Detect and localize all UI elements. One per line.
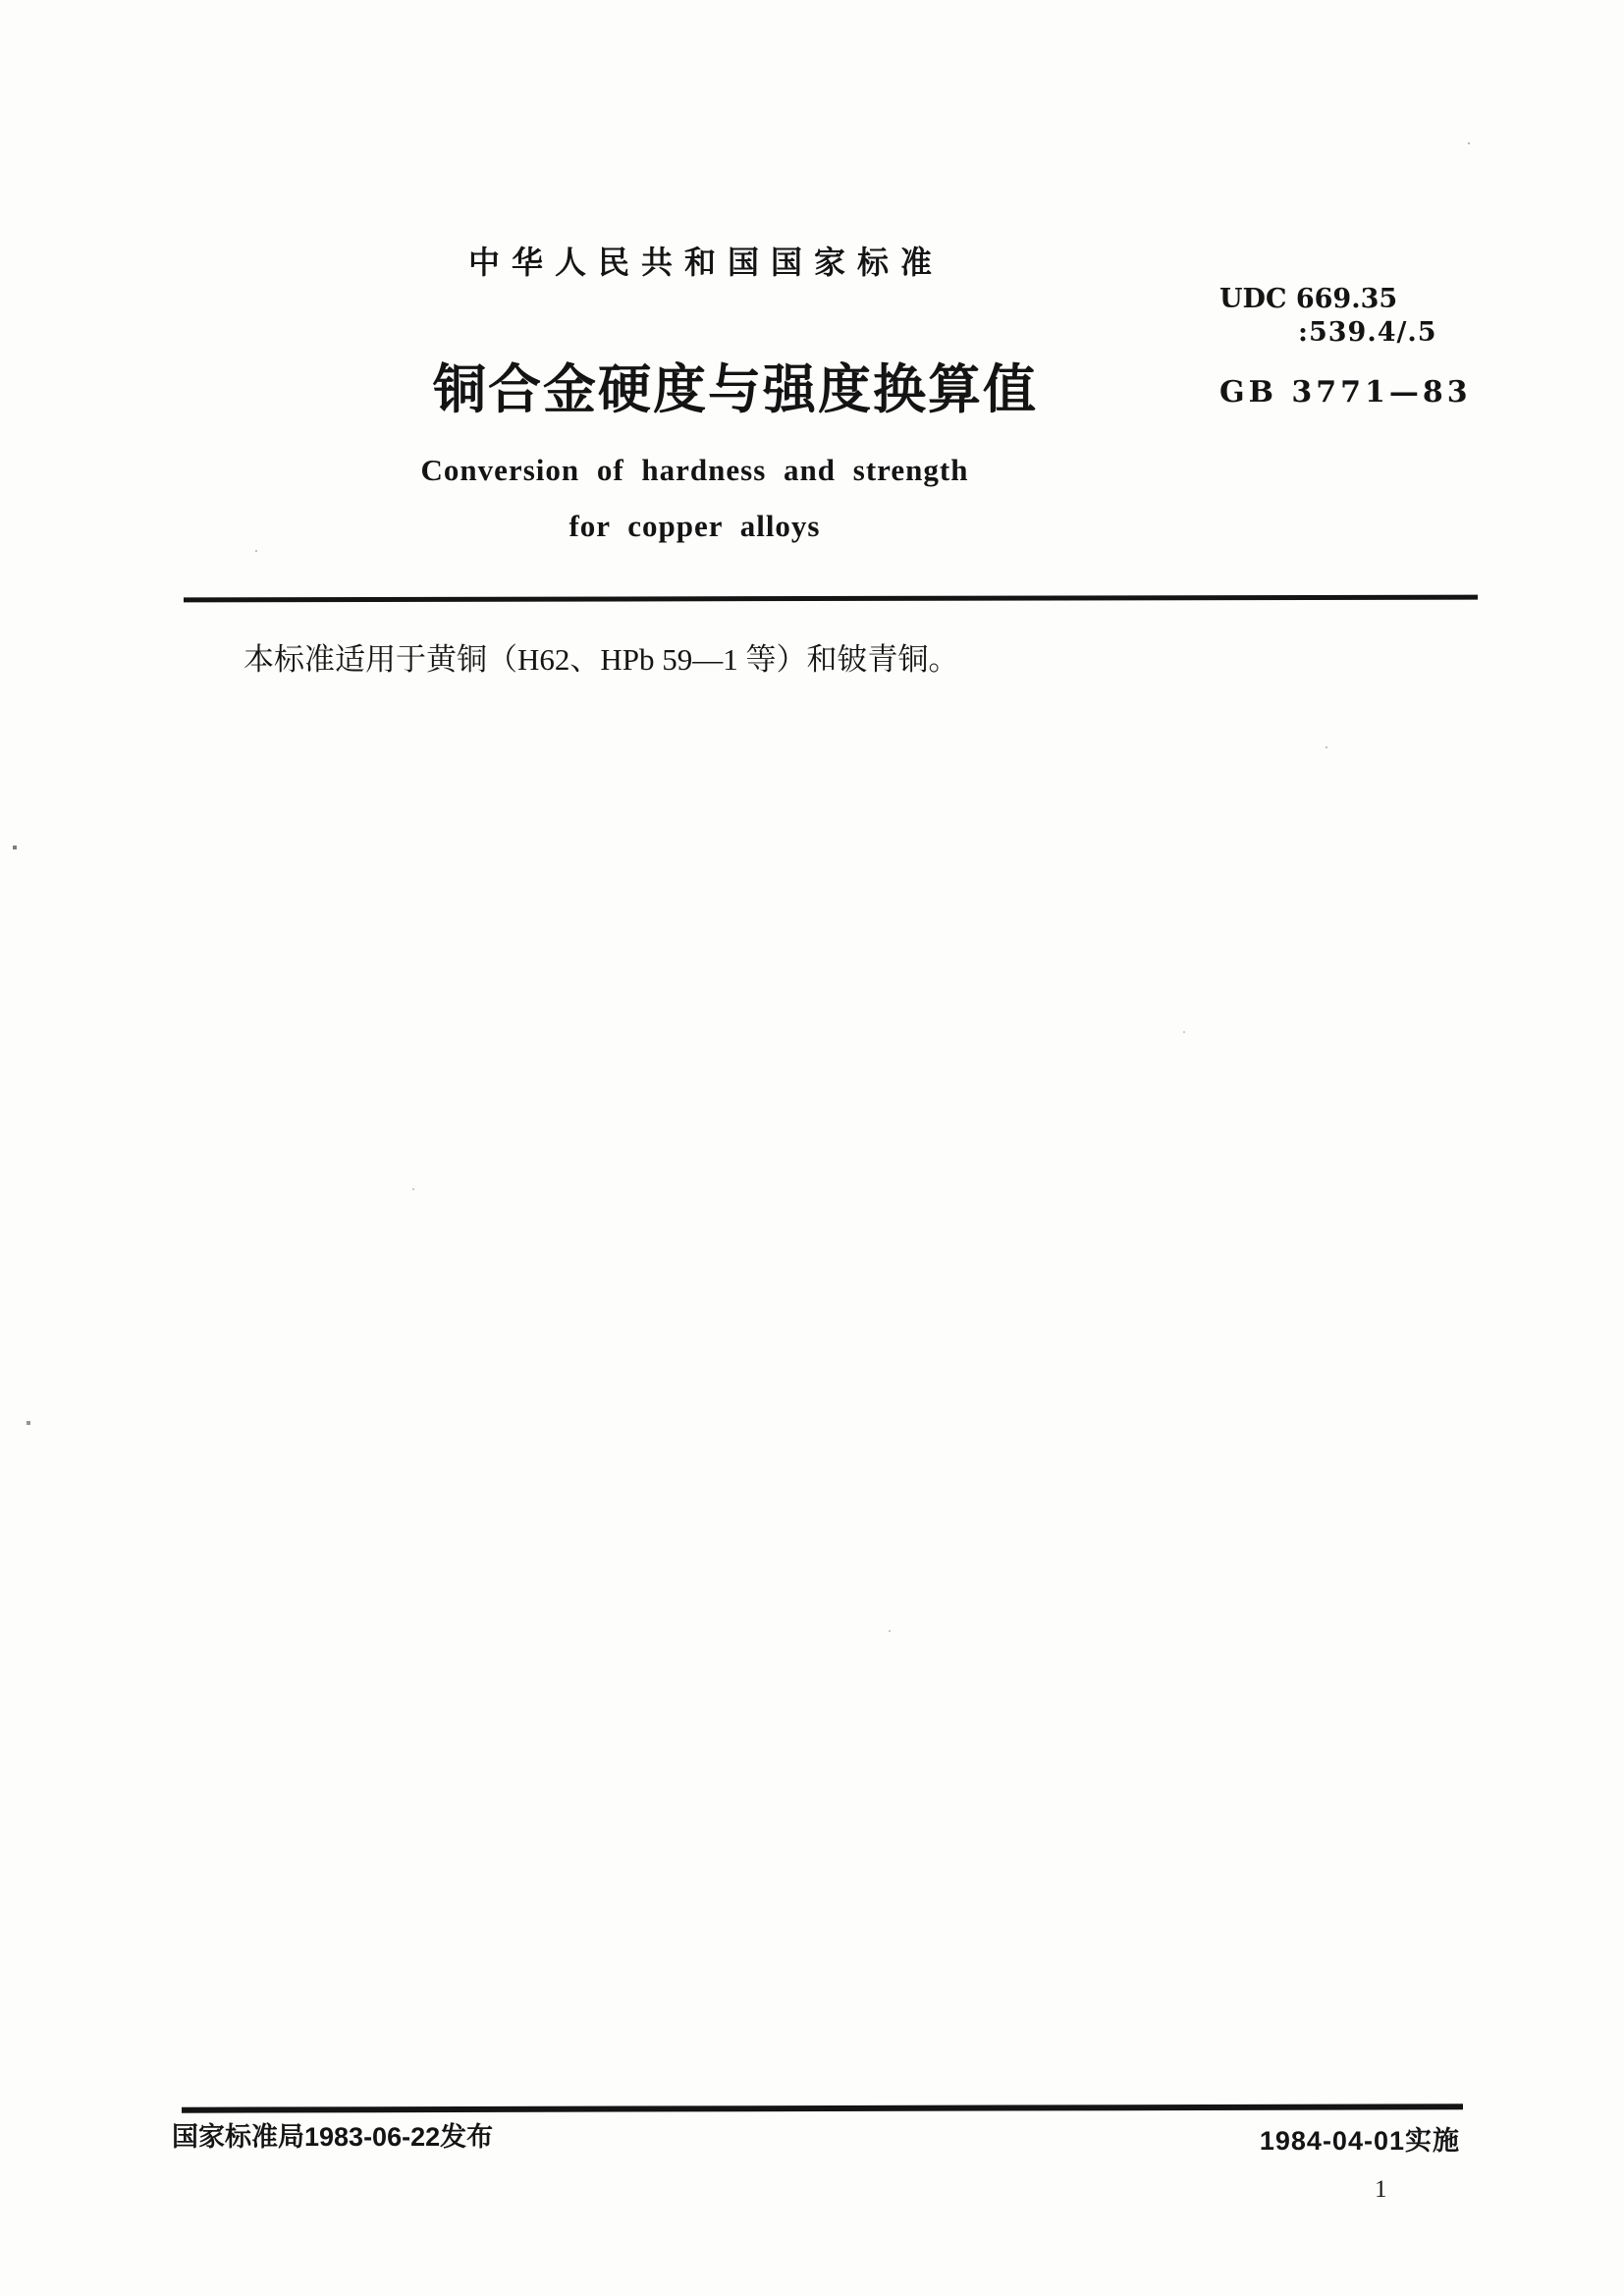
national-standard-heading: 中华人民共和国国家标准 [468, 245, 945, 280]
standard-title-english [417, 442, 972, 554]
title-english-line1: Conversion of hardness and strength [420, 453, 969, 487]
footer-issue-date: 国家标准局1983-06-22发布 [172, 2122, 494, 2152]
udc-line1: UDC 669.35 [1219, 284, 1398, 314]
standard-title-chinese: 铜合金硬度与强度换算值 [433, 360, 1038, 419]
udc-classification [1219, 283, 1437, 350]
header-divider-rule [184, 595, 1478, 603]
standard-number: GB 3771—83 [1219, 375, 1472, 410]
title-english-line2: for copper alloys [568, 509, 821, 543]
udc-line2: :539.4/.5 [1298, 317, 1437, 348]
footer-divider-rule [182, 2104, 1463, 2112]
footer-implementation-date: 1984-04-01实施 [1259, 2126, 1460, 2156]
page-number: 1 [1375, 2176, 1387, 2203]
scope-paragraph: 本标准适用于黄铜（H62、HPb 59—1 等）和铍青铜。 [244, 642, 959, 677]
scan-noise-specks [0, 0, 2, 2]
